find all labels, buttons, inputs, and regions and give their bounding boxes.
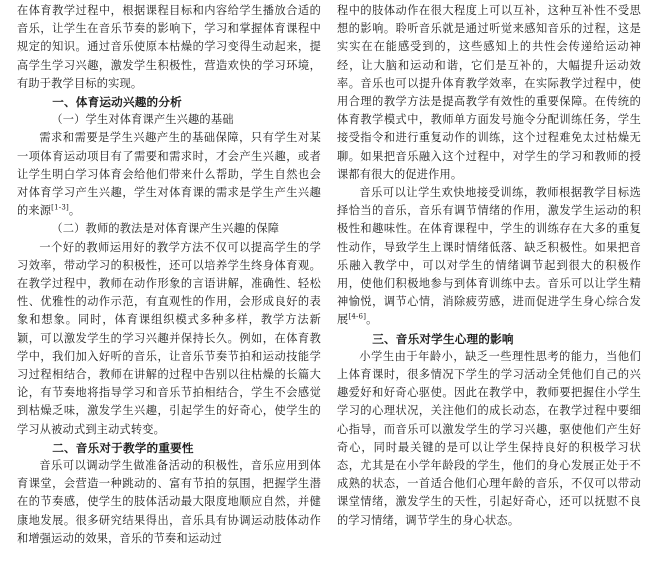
paragraph-music-emotion [337, 184, 641, 330]
section-heading-3: 三、音乐对学生心理的影响 [372, 331, 514, 346]
right-column [337, 2, 641, 530]
left-column [17, 2, 321, 548]
citation: [1-3] [51, 203, 69, 212]
paragraph-end: 。 [366, 313, 378, 327]
citation: [4-6] [348, 312, 367, 321]
paragraph-music-importance-continued: 程中的肢体动作在很大程度上可以互补，这种互补性不受思想的影响。聆听音乐就是通过听觉来感知音乐的过程，这是实实在在能感受到的，这些感知上的共性会传递给运动神经，让大脑和运动和谐，它们是互补的，大幅提升运动效率。音乐也可以提升体育教学效率，在实际教学过程中，使用合理的教学方法是提高教学有效性的重要保障。在传统的体育教学模式中，教师单方面发号施令分配训练任务，学生接受指令和进行重复动作的训练，这个过程难免太过枯燥无聊。如果把音乐融入这个过程中，对学生的学习和教师的授课都有很大的促进作用。 [337, 4, 641, 181]
paragraph-student-psychology: 小学生由于年龄小，缺乏一些理性思考的能力，当他们上体育课时，很多情况下学生的学习活动全凭他们自己的兴趣爱好和好奇心驱使。因此在教学中，教师要把握住小学生学习的心理状况，关注他们的成长动态，在教学过程中要细心指导，而音乐可以激发学生的学习兴趣，驱使他们产生好奇心，同时最关键的是可以让学生保持良好的积极学习状态，尤其是在小学年龄段的学生，他们的身心发展正处于不成熟的状态，一首适合他们心理年龄的音乐，不仅可以带动课堂情绪，激发学生的天性，引起好奇心，还可以抚慰不良的学习情绪，调节学生的身心状态。 [337, 349, 641, 527]
paragraph-music-importance: 音乐可以调动学生做准备活动的积极性，音乐应用到体育课堂，会营造一种跳动的、富有节拍的氛围，把握学生潜在的节奏感，使学生的肢体活动最大限度地顺应自然，并健康地发展。很多研究结果得出，音乐具有协调运动肢体动作和增强运动的效果，音乐的节奏和运动过 [17, 459, 321, 545]
subsection-heading-1-2: （二）教师的教法是对体育课产生兴趣的保障 [51, 222, 280, 236]
subsection-heading-1-1: （一）学生对体育课产生兴趣的基础 [51, 113, 234, 127]
paragraph-text: 音乐可以让学生欢快地接受训练，教师根据教学目标选择恰当的音乐，音乐有调节情绪的作用，激发学生运动的积极性和趣味性。在体育课程中，学生的训练存在大多的重复性动作，导致学生上课时情绪低落、缺乏积极性。如果把音乐融入教学中，可以对学生的情绪调节起到很大的积极作用，使他们积极地参与到体育训练中去。音乐可以让学生精神愉悦，调节心情，消除疲劳感，进而促进学生身心综合发展 [337, 186, 641, 327]
paragraph-student-interest-basis [17, 129, 321, 220]
paragraph-intro-continued: 在体育教学过程中，根据课程目标和内容给学生播放合适的音乐，让学生在音乐节奏的影响下，学习和掌握体育课程中规定的知识。通过音乐使原本枯燥的学习变得生动起来，提高学生学习兴趣，激发学生积极性，营造欢快的学习环境，有助于教学目标的实现。 [17, 4, 321, 90]
section-heading-2: 二、音乐对于教学的重要性 [52, 440, 194, 455]
paragraph-text: 需求和需要是学生兴趣产生的基础保障，只有学生对某一项体育运动项目有了需要和需求时，才会产生兴趣，或者让学生明白学习体育会给他们带来什么帮助，学生自然也会对体育学习产生兴趣，学生对体育课的需求是学生产生兴趣的来源 [17, 131, 321, 218]
paragraph-end: 。 [68, 204, 81, 218]
paragraph-teaching-method: 一个好的教师运用好的教学方法不仅可以提高学生的学习效率，带动学习的积极性，还可以培养学生终身体育观。在教学过程中，教师在动作形象的言语讲解，准确性、轻松性、优雅性的动作示范，有直观性的作用，会形成良好的表象和想象。同时，体育课组织模式多种多样，教学方法新颖，可以激发学生的学习兴趣并保持长久。例如，在体育教学中，我们加入好听的音乐，让音乐节奏节拍和运动技能学习过程相结合，教师在讲解的过程中告别以往枯燥的长篇大论，有节奏地将指导学习和音乐节拍相结合，学生不会感觉到枯燥乏味，激发学生兴趣，引起学生的好奇心，使学生的学习从被动式到主动式转变。 [17, 240, 321, 436]
section-heading-1: 一、体育运动兴趣的分析 [52, 95, 182, 110]
